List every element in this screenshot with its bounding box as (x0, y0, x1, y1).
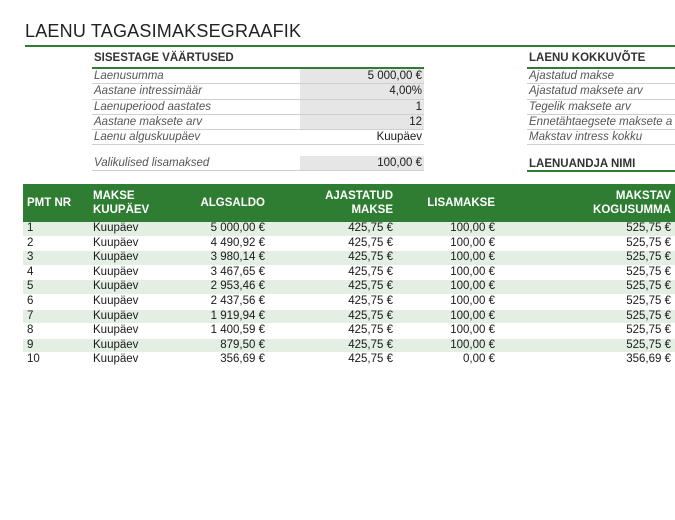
cell-balance: 4 490,92 € (167, 236, 269, 251)
cell-total: 525,75 € (499, 251, 675, 266)
cell-total: 525,75 € (499, 338, 675, 353)
col-header-extra-payment: LISAMAKSE (397, 184, 499, 222)
header-line: KUUPÄEV (93, 204, 150, 216)
cell-extra: 0,00 € (397, 353, 499, 368)
cell-pmt-no: 1 (23, 222, 89, 236)
header-line: MAKSTAV (615, 190, 671, 202)
payments-per-year-field[interactable]: 12 (300, 115, 424, 129)
cell-date: Kuupäev (89, 294, 167, 309)
input-values-panel (92, 50, 424, 145)
interest-rate-field[interactable]: 4,00% (300, 84, 424, 98)
cell-balance: 356,69 € (167, 353, 269, 368)
table-row (23, 251, 675, 266)
cell-extra: 100,00 € (397, 338, 499, 353)
summary-row (527, 115, 675, 130)
table-row (23, 236, 675, 251)
cell-scheduled: 425,75 € (269, 353, 397, 368)
title-divider (25, 45, 675, 47)
cell-total: 525,75 € (499, 309, 675, 324)
cell-balance: 1 400,59 € (167, 324, 269, 339)
cell-date: Kuupäev (89, 353, 167, 368)
cell-balance: 3 980,14 € (167, 251, 269, 266)
cell-pmt-no: 10 (23, 353, 89, 368)
cell-scheduled: 425,75 € (269, 309, 397, 324)
table-row (23, 338, 675, 353)
summary-label: Ennetähtaegsete maksete a (529, 115, 673, 128)
loan-summary-header: LAENU KOKKUVÕTE (527, 50, 675, 69)
input-label: Laenu alguskuupäev (94, 131, 201, 144)
cell-pmt-no: 9 (23, 338, 89, 353)
input-row-interest-rate (92, 84, 424, 99)
table-row (23, 222, 675, 236)
lender-name-header[interactable]: LAENUANDJA NIMI (527, 156, 675, 172)
cell-balance: 3 467,65 € (167, 265, 269, 280)
cell-scheduled: 425,75 € (269, 280, 397, 295)
input-label: Laenusumma (94, 70, 164, 82)
cell-pmt-no: 3 (23, 251, 89, 266)
input-row-extra-payments (92, 156, 424, 171)
col-header-total-payment (499, 184, 675, 222)
extra-payments-panel (92, 156, 424, 171)
cell-balance: 1 919,94 € (167, 309, 269, 324)
summary-row (527, 69, 675, 84)
input-row-start-date (92, 130, 424, 145)
header-line: MAKSE (93, 190, 135, 202)
loan-amount-field[interactable]: 5 000,00 € (300, 69, 424, 83)
extra-payments-field[interactable]: 100,00 € (300, 156, 424, 170)
cell-extra: 100,00 € (397, 294, 499, 309)
cell-date: Kuupäev (89, 309, 167, 324)
cell-scheduled: 425,75 € (269, 265, 397, 280)
cell-pmt-no: 4 (23, 265, 89, 280)
cell-date: Kuupäev (89, 280, 167, 295)
loan-period-field[interactable]: 1 (300, 100, 424, 114)
cell-extra: 100,00 € (397, 236, 499, 251)
cell-extra: 100,00 € (397, 222, 499, 236)
summary-row (527, 130, 675, 145)
cell-scheduled: 425,75 € (269, 222, 397, 236)
cell-date: Kuupäev (89, 222, 167, 236)
cell-date: Kuupäev (89, 338, 167, 353)
summary-label: Ajastatud makse (529, 70, 615, 82)
input-label: Aastane intressimäär (94, 85, 203, 98)
page-title: LAENU TAGASIMAKSEGRAAFIK (25, 21, 302, 41)
cell-date: Kuupäev (89, 324, 167, 339)
summary-row (527, 100, 675, 115)
cell-scheduled: 425,75 € (269, 338, 397, 353)
cell-date: Kuupäev (89, 251, 167, 266)
cell-balance: 5 000,00 € (167, 222, 269, 236)
payment-schedule-table (23, 184, 675, 368)
input-row-payments-per-year (92, 115, 424, 130)
cell-extra: 100,00 € (397, 251, 499, 266)
table-row (23, 265, 675, 280)
table-row (23, 353, 675, 368)
cell-extra: 100,00 € (397, 309, 499, 324)
summary-label: Tegelik maksete arv (529, 100, 631, 113)
cell-total: 525,75 € (499, 280, 675, 295)
cell-scheduled: 425,75 € (269, 294, 397, 309)
cell-date: Kuupäev (89, 236, 167, 251)
header-line: KOGUSUMMA (593, 204, 671, 216)
summary-label: Makstav intress kokku (529, 131, 643, 144)
cell-total: 356,69 € (499, 353, 675, 368)
cell-pmt-no: 6 (23, 294, 89, 309)
cell-scheduled: 425,75 € (269, 236, 397, 251)
cell-extra: 100,00 € (397, 265, 499, 280)
input-row-loan-period (92, 100, 424, 115)
table-row (23, 294, 675, 309)
cell-pmt-no: 5 (23, 280, 89, 295)
input-label: Laenuperiood aastates (94, 100, 212, 113)
table-header-row (23, 184, 675, 222)
cell-total: 525,75 € (499, 236, 675, 251)
cell-pmt-no: 2 (23, 236, 89, 251)
col-header-pmt-no: PMT NR (23, 184, 89, 222)
cell-extra: 100,00 € (397, 324, 499, 339)
cell-total: 525,75 € (499, 294, 675, 309)
input-row-loan-amount (92, 69, 424, 84)
input-label: Aastane maksete arv (94, 115, 203, 128)
table-row (23, 280, 675, 295)
col-header-scheduled-payment (269, 184, 397, 222)
cell-total: 525,75 € (499, 222, 675, 236)
loan-summary-panel (527, 50, 675, 145)
input-values-header: SISESTAGE VÄÄRTUSED (92, 50, 424, 69)
cell-scheduled: 425,75 € (269, 251, 397, 266)
cell-balance: 879,50 € (167, 338, 269, 353)
cell-balance: 2 953,46 € (167, 280, 269, 295)
cell-pmt-no: 7 (23, 309, 89, 324)
table-row (23, 309, 675, 324)
table-row (23, 324, 675, 339)
header-line: AJASTATUD (325, 190, 393, 202)
cell-pmt-no: 8 (23, 324, 89, 339)
cell-date: Kuupäev (89, 265, 167, 280)
col-header-payment-date (89, 184, 167, 222)
summary-row (527, 84, 675, 99)
start-date-field[interactable]: Kuupäev (300, 130, 424, 144)
cell-balance: 2 437,56 € (167, 294, 269, 309)
cell-scheduled: 425,75 € (269, 324, 397, 339)
col-header-begin-balance: ALGSALDO (167, 184, 269, 222)
cell-extra: 100,00 € (397, 280, 499, 295)
summary-label: Ajastatud maksete arv (529, 85, 643, 98)
header-line: MAKSE (351, 204, 393, 216)
cell-total: 525,75 € (499, 265, 675, 280)
cell-total: 525,75 € (499, 324, 675, 339)
input-label: Valikulised lisamaksed (94, 157, 210, 169)
